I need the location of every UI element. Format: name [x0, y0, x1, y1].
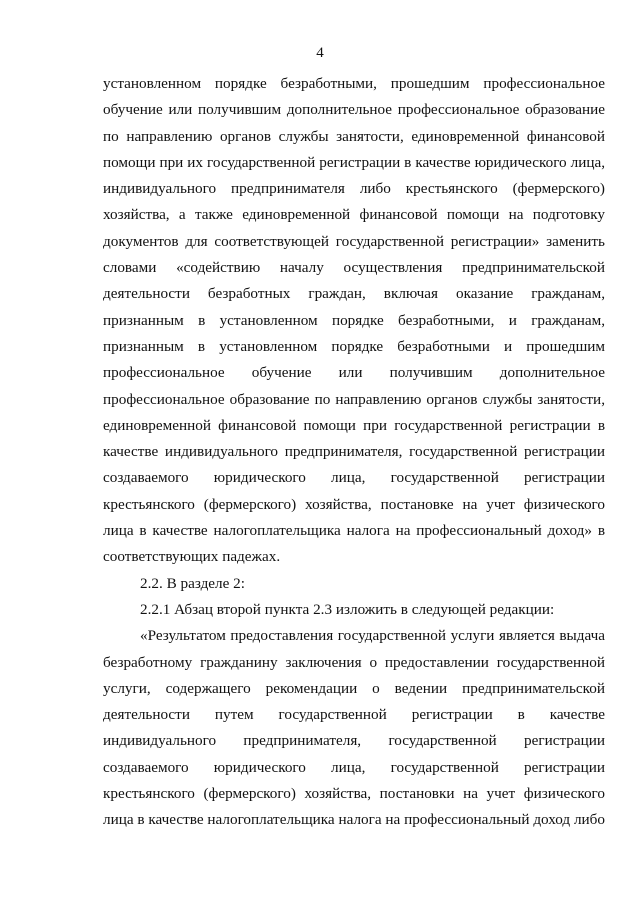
text-line: крестьянского (фермерского) хозяйства, постановке на учет физического — [103, 495, 605, 513]
text-line: хозяйства, а также единовременной финансовой помощи на подготовку — [103, 206, 605, 224]
text-line: профессиональное обучение или получившим дополнительное — [103, 364, 605, 382]
text-line: лица в качестве налогоплательщика налога на профессиональный доход либо — [103, 811, 605, 829]
text-line: установленном порядке безработными, прошедшим профессиональное — [103, 75, 605, 92]
text-line: по направлению органов службы занятости, единовременной финансовой — [103, 127, 605, 145]
text-line: создаваемого юридического лица, государственной регистрации — [103, 758, 605, 776]
text-line: услуги, содержащего рекомендации о ведении предпринимательской — [103, 679, 605, 697]
text-line: деятельности безработных граждан, включая оказание гражданам, — [103, 285, 605, 303]
text-line: лица в качестве налогоплательщика налога на профессиональный доход» в — [103, 522, 605, 540]
text-line: деятельности путем государственной регистрации в качестве — [103, 706, 605, 724]
text-line: «Результатом предоставления государственной услуги является выдача — [140, 627, 605, 645]
text-line: единовременной финансовой помощи при государственной регистрации в — [103, 416, 605, 434]
text-line: обучение или получившим дополнительное профессиональное образование — [103, 101, 605, 119]
text-line: качестве индивидуального предпринимателя, государственной регистрации — [103, 443, 605, 461]
text-line: соответствующих падежах. — [103, 548, 281, 566]
text-line: индивидуального предпринимателя, государственной регистрации — [103, 732, 605, 750]
text-line: создаваемого юридического лица, государственной регистрации — [103, 469, 605, 487]
text-line: 2.2.1 Абзац второй пункта 2.3 изложить в следующей редакции: — [140, 600, 555, 618]
text-line: словами «содействию началу осуществления предпринимательской — [103, 259, 605, 277]
text-line: признанным в установленном порядке безработными и прошедшим — [103, 337, 605, 355]
text-line: крестьянского (фермерского) хозяйства, постановки на учет физического — [103, 785, 605, 803]
text-line: индивидуального предпринимателя либо крестьянского (фермерского) — [103, 180, 605, 198]
text-line: 2.2. В разделе 2: — [140, 574, 245, 592]
document-body — [103, 71, 605, 834]
text-line: признанным в установленном порядке безработными, и гражданам, — [103, 311, 605, 329]
text-line: безработному гражданину заключения о предоставлении государственной — [103, 653, 605, 671]
page-number: 4 — [316, 45, 324, 61]
text-line: помощи при их государственной регистрации в качестве юридического лица, — [103, 153, 605, 171]
text-line: профессиональное образование по направлению органов службы занятости, — [103, 390, 605, 408]
text-line: документов для соответствующей государственной регистрации» заменить — [103, 232, 605, 250]
